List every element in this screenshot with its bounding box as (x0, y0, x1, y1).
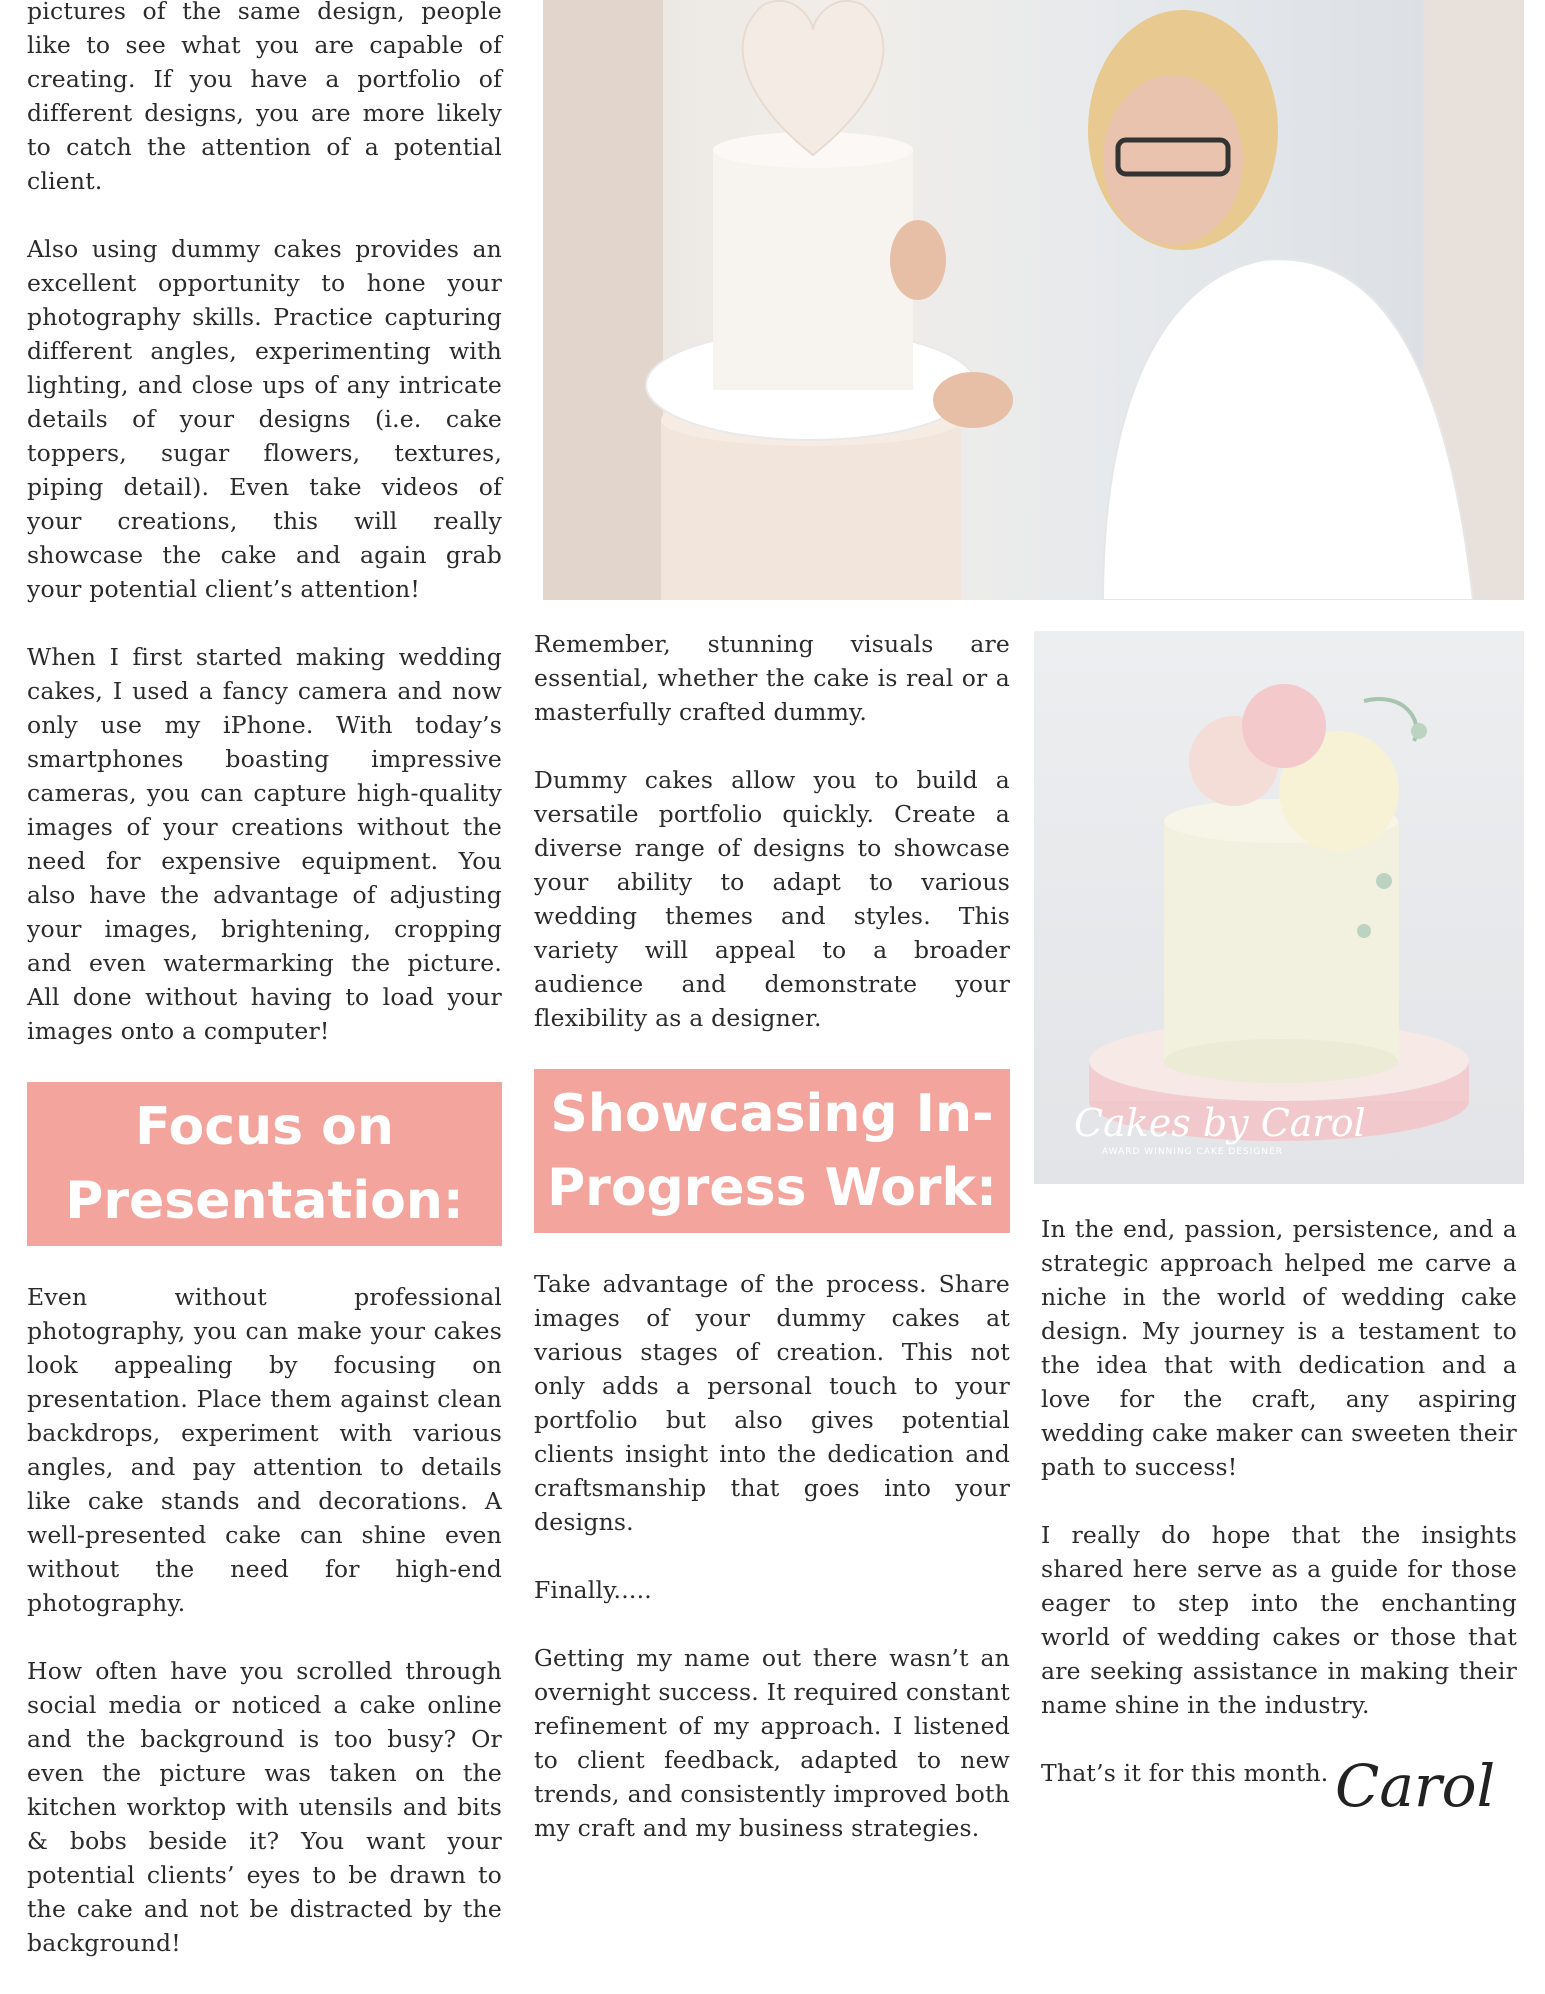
paragraph: That’s it for this month. (1041, 1759, 1329, 1787)
paragraph: Remember, stunning visuals are essential, whether the cake is real or a masterfully crafted dummy. (534, 630, 1010, 726)
column-left (27, 0, 502, 1994)
paragraph: When I first started making wedding cakes, I used a fancy camera and now only use my iPhone. With today’s smartphones boasting impressive cameras, you can capture high-quality images of your creations without the need for expensive equipment. You also have the advantage of adjusting your images, brightening, cropping and even watermarking the picture. All done without having to load your images onto a computer! (27, 643, 502, 1045)
signature: Carol (1335, 1752, 1496, 1820)
photo-rose-cake (1034, 631, 1524, 1184)
paragraph: Even without professional photography, you can make your cakes look appealing by focusing on presentation. Place them against clean backdrops, experiment with various angles, and pay attention to details like cake stands and decorations. A well-presented cake can shine even without the need for high-end photography. (27, 1283, 502, 1617)
photo-baker-decorating-cake (543, 0, 1524, 600)
section-heading-in-progress: Showcasing In-Progress Work: (534, 1069, 1010, 1233)
paragraph: Finally..... (534, 1576, 652, 1604)
paragraph: Take advantage of the process. Share images of your dummy cakes at various stages of creation. This not only adds a personal touch to your portfolio but also gives potential clients insight into the dedication and craftsmanship that goes into your designs. (534, 1270, 1010, 1536)
paragraph: Getting my name out there wasn’t an overnight success. It required constant refinement of my approach. I listened to client feedback, adapted to new trends, and consistently improved both my craft and my business strategies. (534, 1644, 1010, 1842)
paragraph: I really do hope that the insights shared here serve as a guide for those eager to step into the enchanting world of wedding cakes or those that are seeking assistance in making their name shine in the industry. (1041, 1521, 1517, 1719)
paragraph: pictures of the same design, people like to see what you are capable of creating. If you have a portfolio of different designs, you are more likely to catch the attention of a potential client. (27, 0, 502, 195)
paragraph: Dummy cakes allow you to build a versatile portfolio quickly. Create a diverse range of designs to showcase your ability to adapt to various wedding themes and styles. This variety will appeal to a broader audience and demonstrate your flexibility as a designer. (534, 766, 1010, 1032)
photo-brand-tagline: AWARD WINNING CAKE DESIGNER (1102, 1147, 1284, 1157)
photo-illustration (543, 0, 1524, 600)
paragraph: Also using dummy cakes provides an excellent opportunity to hone your photography skills. Practice capturing different angles, experimenting with lighting, and close ups of any intricate details of your designs (i.e. cake toppers, sugar flowers, textures, piping detail). Even take videos of your creations, this will really showcase the cake and again grab your potential client’s attention! (27, 235, 502, 603)
paragraph: In the end, passion, persistence, and a strategic approach helped me carve a niche in the world of wedding cake design. My journey is a testament to the idea that with dedication and a love for the craft, any aspiring wedding cake maker can sweeten their path to success! (1041, 1215, 1517, 1481)
paragraph: How often have you scrolled through social media or noticed a cake online and the background is too busy? Or even the picture was taken on the kitchen worktop with utensils and bits & bobs beside it? You want your potential clients’ eyes to be drawn to the cake and not be distracted by the background! (27, 1657, 502, 1957)
photo-brand-watermark: Cakes by Carol (1074, 1101, 1366, 1145)
column-middle (534, 627, 1010, 1879)
section-heading-presentation: Focus on Presentation: (27, 1082, 502, 1246)
column-right (1041, 1212, 1517, 1824)
